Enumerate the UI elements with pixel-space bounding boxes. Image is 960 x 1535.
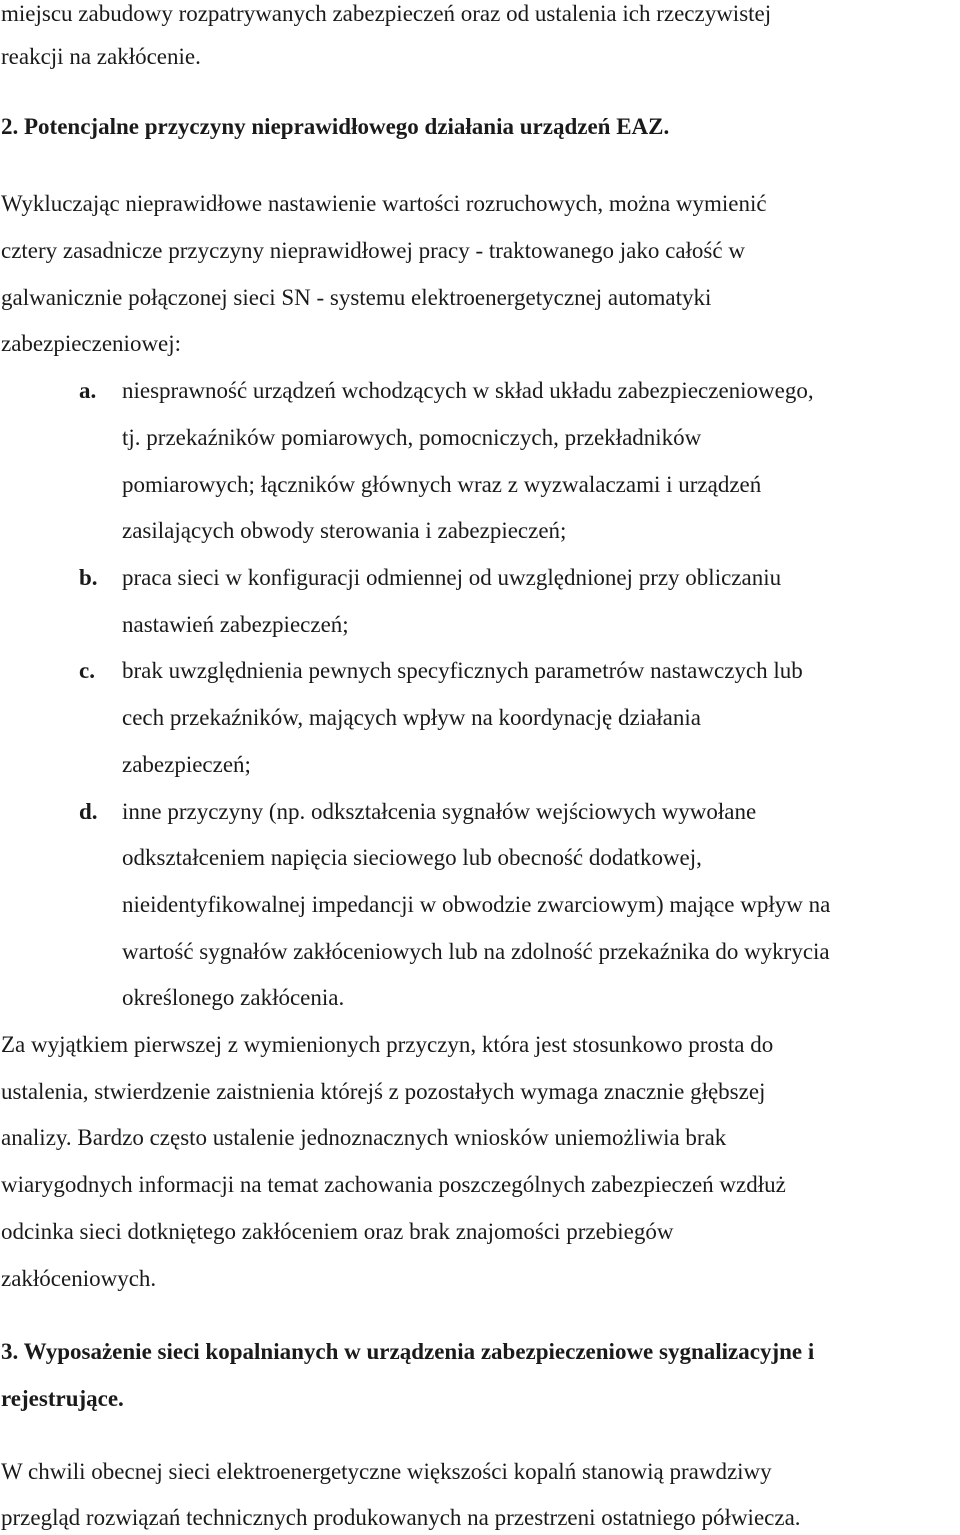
section-2-para-line-3: galwanicznie połączonej sieci SN - systemu elektroenergetycznej automatyki (1, 285, 712, 310)
list-d-line-2: odkształceniem napięcia sieciowego lub obecność dodatkowej, (122, 845, 702, 870)
section-3-heading-line-2: rejestrujące. (1, 1386, 124, 1411)
section-2-heading: 2. Potencjalne przyczyny nieprawidłowego działania urządzeń EAZ. (1, 114, 670, 139)
list-d-line-5: określonego zakłócenia. (122, 985, 345, 1010)
closing-line-2: ustalenia, stwierdzenie zaistnienia którejś z pozostałych wymaga znacznie głębszej (1, 1079, 766, 1104)
closing-line-3: analizy. Bardzo często ustalenie jednoznacznych wniosków uniemożliwia brak (1, 1125, 727, 1150)
list-c-line-1: brak uwzględnienia pewnych specyficznych parametrów nastawczych lub (122, 658, 803, 683)
list-marker-d: d. (79, 799, 98, 824)
list-d-line-1: inne przyczyny (np. odkształcenia sygnałów wejściowych wywołane (122, 799, 757, 824)
list-marker-c: c. (79, 658, 95, 683)
section-3-para-line-2: przegląd rozwiązań technicznych produkowanych na przestrzeni ostatniego półwiecza. (1, 1505, 801, 1530)
list-d-line-4: wartość sygnałów zakłóceniowych lub na zdolność przekaźnika do wykrycia (122, 939, 830, 964)
list-c-line-3: zabezpieczeń; (122, 752, 251, 777)
list-b-line-1: praca sieci w konfiguracji odmiennej od uwzględnionej przy obliczaniu (122, 565, 782, 590)
closing-line-1: Za wyjątkiem pierwszej z wymienionych przyczyn, która jest stosunkowo prosta do (1, 1032, 774, 1057)
list-a-line-4: zasilających obwody sterowania i zabezpieczeń; (122, 518, 567, 543)
closing-line-4: wiarygodnych informacji na temat zachowania poszczególnych zabezpieczeń wzdłuż (1, 1172, 786, 1197)
list-a-line-1: niesprawność urządzeń wchodzących w skład układu zabezpieczeniowego, (122, 378, 814, 403)
section-2-para-line-2: cztery zasadnicze przyczyny nieprawidłowej pracy - traktowanego jako całość w (1, 238, 745, 263)
section-2-para-line-4: zabezpieczeniowej: (1, 331, 182, 356)
list-d-line-3: nieidentyfikowalnej impedancji w obwodzie zwarciowym) mające wpływ na (122, 892, 831, 917)
list-c-line-2: cech przekaźników, mających wpływ na koordynację działania (122, 705, 701, 730)
section-2-para-line-1: Wykluczając nieprawidłowe nastawienie wartości rozruchowych, można wymienić (1, 191, 767, 216)
section-3-heading-line-1: 3. Wyposażenie sieci kopalnianych w urządzenia zabezpieczeniowe sygnalizacyjne i (1, 1339, 815, 1364)
list-b-line-2: nastawień zabezpieczeń; (122, 612, 349, 637)
intro-line-2: reakcji na zakłócenie. (1, 44, 201, 69)
list-a-line-3: pomiarowych; łączników głównych wraz z wyzwalaczami i urządzeń (122, 472, 762, 497)
list-marker-a: a. (79, 378, 97, 403)
closing-line-5: odcinka sieci dotkniętego zakłóceniem oraz brak znajomości przebiegów (1, 1219, 674, 1244)
section-3-para-line-1: W chwili obecnej sieci elektroenergetyczne większości kopalń stanowią prawdziwy (1, 1459, 772, 1484)
list-marker-b: b. (79, 565, 98, 590)
list-a-line-2: tj. przekaźników pomiarowych, pomocniczych, przekładników (122, 425, 702, 450)
closing-line-6: zakłóceniowych. (1, 1266, 157, 1291)
intro-line-1: miejscu zabudowy rozpatrywanych zabezpieczeń oraz od ustalenia ich rzeczywistej (1, 1, 772, 26)
